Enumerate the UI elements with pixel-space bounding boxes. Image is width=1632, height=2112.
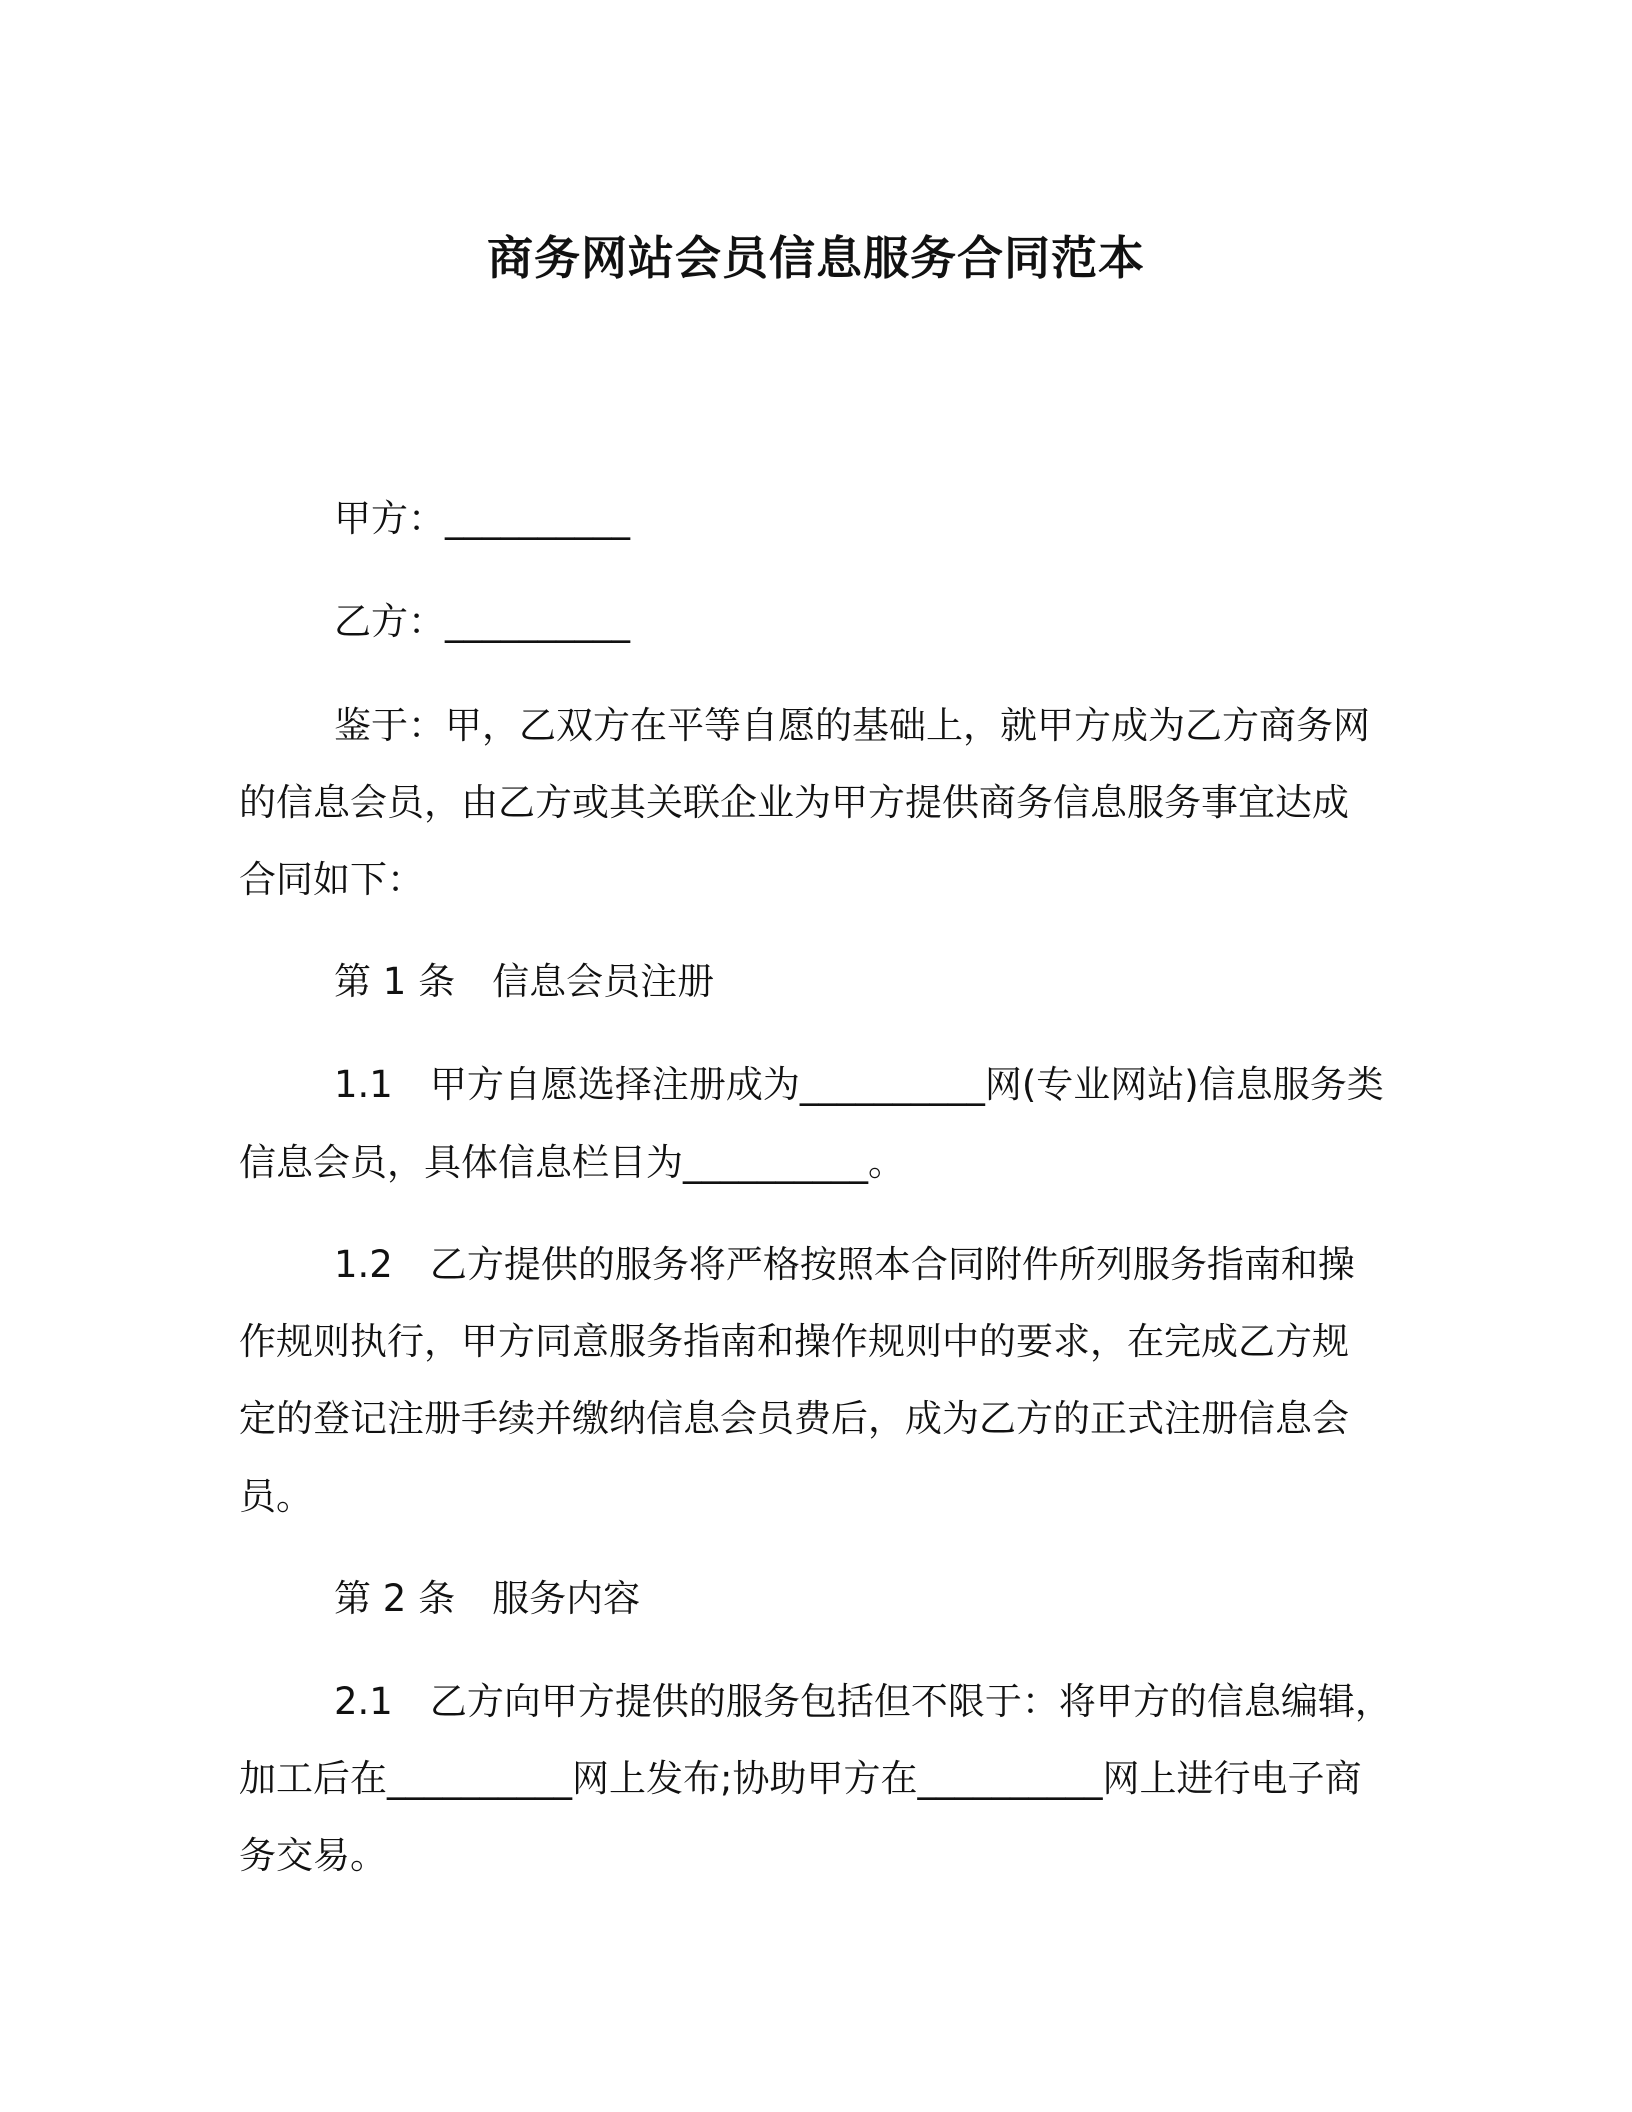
clause-1-1-line-1: 1.1 甲方自愿选择注册成为__________网(专业网站)信息服务类: [334, 1063, 1384, 1106]
party-a-line: 甲方：__________: [334, 497, 630, 540]
clause-2-1-line-1: 2.1 乙方向甲方提供的服务包括但不限于：将甲方的信息编辑，: [334, 1680, 1392, 1723]
clause-1-2-line-3: 定的登记注册手续并缴纳信息会员费后，成为乙方的正式注册信息会: [239, 1397, 1349, 1440]
clause-1-1-line-2: 信息会员，具体信息栏目为__________。: [239, 1141, 905, 1184]
preamble-line-1: 鉴于：甲，乙双方在平等自愿的基础上，就甲方成为乙方商务网: [334, 704, 1370, 747]
article-1-heading: 第 1 条 信息会员注册: [334, 960, 715, 1003]
clause-2-1-line-3: 务交易。: [239, 1834, 387, 1877]
clause-1-2-line-4: 员。: [239, 1475, 313, 1518]
document-title: 商务网站会员信息服务合同范本: [487, 231, 1145, 285]
clause-2-1-line-2: 加工后在__________网上发布;协助甲方在__________网上进行电子商: [239, 1757, 1362, 1800]
preamble-line-3: 合同如下：: [239, 858, 424, 901]
article-2-heading: 第 2 条 服务内容: [334, 1577, 641, 1620]
clause-1-2-line-1: 1.2 乙方提供的服务将严格按照本合同附件所列服务指南和操: [334, 1243, 1355, 1286]
party-b-line: 乙方：__________: [334, 600, 630, 643]
preamble-line-2: 的信息会员，由乙方或其关联企业为甲方提供商务信息服务事宜达成: [239, 781, 1349, 824]
clause-1-2-line-2: 作规则执行，甲方同意服务指南和操作规则中的要求，在完成乙方规: [239, 1320, 1349, 1363]
